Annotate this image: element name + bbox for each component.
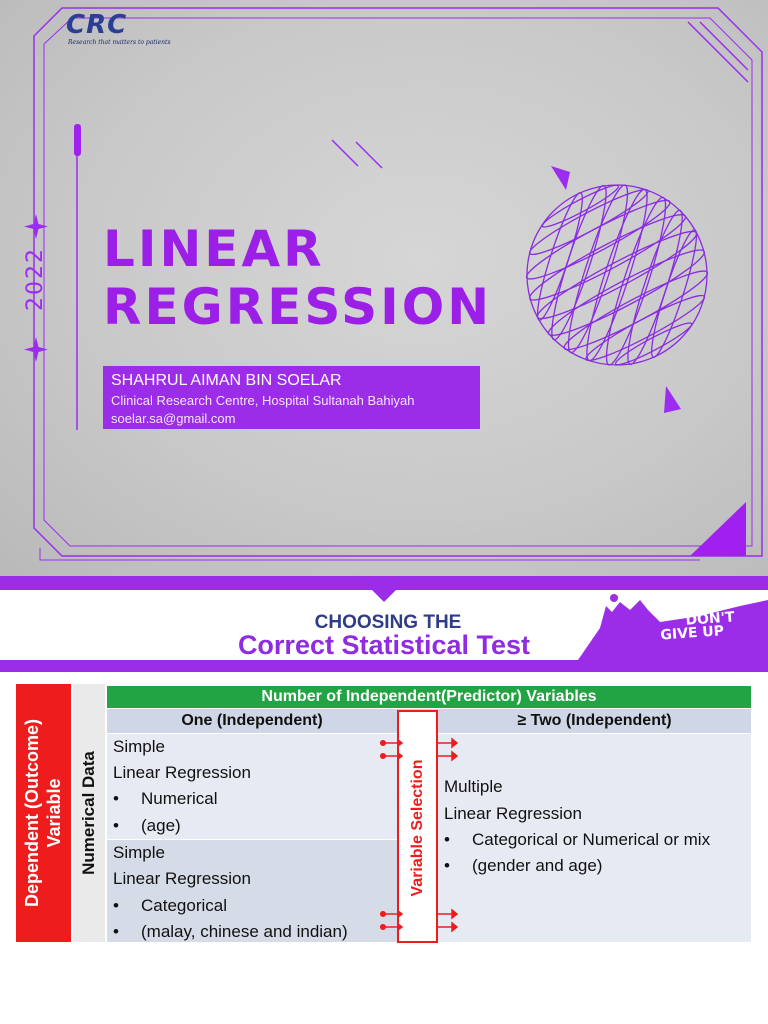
variable-selection-text: Variable Selection bbox=[409, 759, 426, 897]
bullet-text: Numerical bbox=[141, 789, 218, 808]
row1-line2: Linear Regression bbox=[113, 763, 251, 782]
row1-bullet-1 bbox=[113, 786, 218, 813]
variable-selection-box bbox=[397, 710, 438, 943]
crc-logo bbox=[66, 10, 171, 48]
multi-bullet-2 bbox=[444, 853, 602, 880]
row2-line1: Simple bbox=[113, 843, 165, 862]
statistical-test-slide bbox=[0, 576, 768, 1024]
dont-give-up-badge bbox=[659, 611, 736, 642]
row2-bullet-1 bbox=[113, 893, 227, 920]
slide-subtitle: CHOOSING THE bbox=[314, 612, 462, 633]
bullet-dot: • bbox=[113, 816, 119, 835]
bullet-dot: • bbox=[113, 789, 119, 808]
badge-line-1: DON'T bbox=[684, 609, 736, 629]
logo-text: CRC bbox=[66, 10, 128, 40]
title-line-2: REGRESSION bbox=[103, 278, 493, 336]
row2-line2: Linear Regression bbox=[113, 869, 251, 888]
badge-line-2: GIVE UP bbox=[659, 623, 725, 644]
bullet-text: (malay, chinese and indian) bbox=[141, 922, 348, 941]
row1-line1: Simple bbox=[113, 737, 165, 756]
bullet-text: Categorical bbox=[141, 896, 227, 915]
bullet-text: Categorical or Numerical or mix bbox=[472, 830, 711, 849]
table-row-simple-categorical bbox=[107, 840, 397, 942]
bullet-text: (gender and age) bbox=[472, 856, 603, 875]
multi-line1: Multiple bbox=[444, 777, 503, 796]
bullet-text: (age) bbox=[141, 816, 181, 835]
table-row-simple-numerical bbox=[107, 734, 397, 839]
dependent-variable-text: Dependent (Outcome) Variable bbox=[22, 719, 64, 908]
numerical-data-label bbox=[73, 684, 105, 942]
author-name: SHAHRUL AIMAN BIN SOELAR bbox=[111, 372, 342, 389]
bullet-dot: • bbox=[444, 856, 450, 875]
author-box bbox=[103, 366, 480, 429]
column-header-two: ≥ Two (Independent) bbox=[438, 709, 751, 733]
table-cell-multiple bbox=[438, 734, 751, 942]
multi-bullet-1 bbox=[444, 827, 710, 854]
bullet-dot: • bbox=[113, 896, 119, 915]
numerical-data-text: Numerical Data bbox=[79, 751, 98, 875]
row1-bullet-2 bbox=[113, 813, 181, 840]
bullet-dot: • bbox=[113, 922, 119, 941]
slide-title: Correct Statistical Test bbox=[237, 630, 531, 660]
logo-tagline: Research that matters to patients bbox=[68, 39, 171, 46]
author-affiliation: Clinical Research Centre, Hospital Sultanah Bahiyah bbox=[111, 393, 415, 408]
dependent-variable-label bbox=[16, 684, 71, 942]
column-header-one: One (Independent) bbox=[107, 709, 397, 733]
row2-bullet-2 bbox=[113, 919, 348, 946]
table-main-header: Number of Independent(Predictor) Variables bbox=[107, 686, 751, 708]
title-line-1: LINEAR bbox=[103, 220, 325, 278]
multi-line2: Linear Regression bbox=[444, 804, 582, 823]
author-email: soelar.sa@gmail.com bbox=[111, 411, 236, 426]
wireframe-sphere-graphic bbox=[498, 159, 736, 392]
year-label: 2022 bbox=[23, 247, 48, 311]
bullet-dot: • bbox=[444, 830, 450, 849]
